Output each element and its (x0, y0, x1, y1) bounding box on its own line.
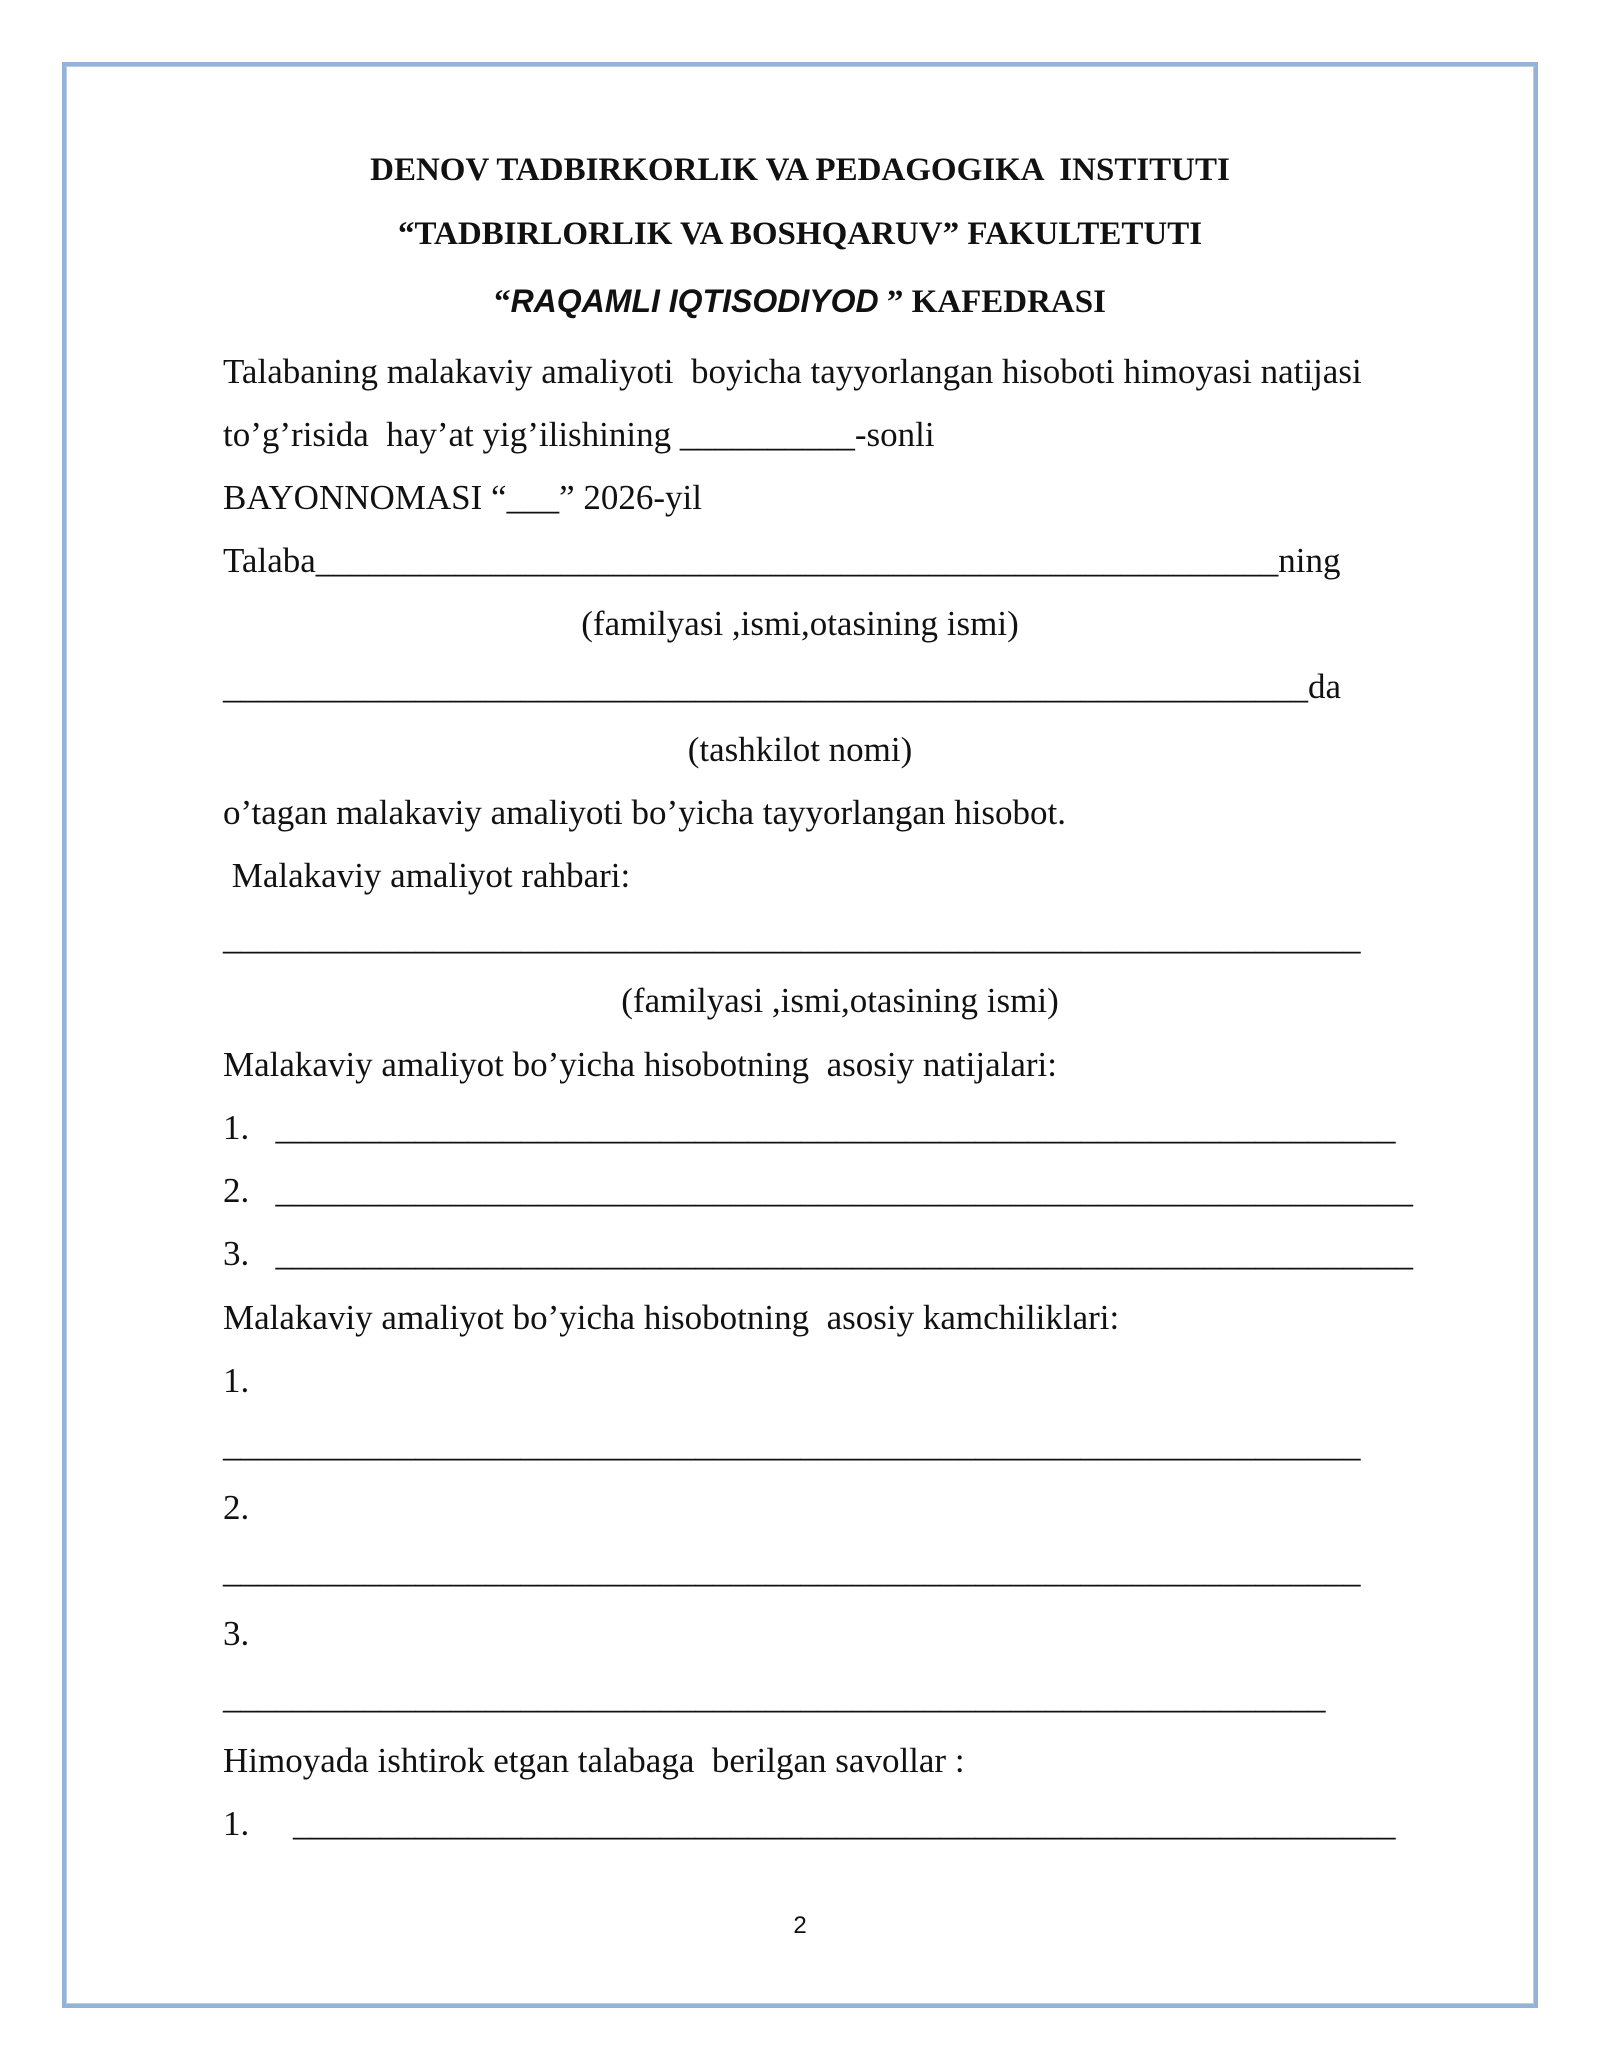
deficiencies-heading: Malakaviy amaliyot bo’yicha hisobotning asosiy kamchiliklari: (223, 1298, 1120, 1337)
student-name-caption: (familyasi ,ismi,otasining ismi) (581, 604, 1019, 643)
organization-line: ______________________________________________________________da (223, 667, 1342, 706)
department-title (0, 281, 1600, 322)
deficiency-blank-3: _______________________________________________________________ (223, 1677, 1326, 1716)
dept-suffix: ” KAFEDRASI (878, 284, 1106, 320)
supervisor-label: Malakaviy amaliyot rahbari: (223, 856, 631, 895)
organization-caption: (tashkilot nomi) (687, 730, 913, 769)
supervisor-name-caption: (familyasi ,ismi,otasining ismi) (621, 981, 1059, 1020)
supervisor-blank: _________________________________________________________________ (223, 918, 1361, 957)
result-item-3: 3. _________________________________________________________________ (223, 1234, 1413, 1273)
results-heading: Malakaviy amaliyot bo’yicha hisobotning asosiy natijalari: (223, 1045, 1057, 1084)
dept-open-quote: “ (494, 284, 511, 320)
intro-line: Talabaning malakaviy amaliyoti boyicha tayyorlangan hisoboti himoyasi natijasi (223, 352, 1362, 391)
institute-title: DENOV TADBIRKORLIK VA PEDAGOGIKA INSTITUTI (370, 152, 1230, 188)
protocol-line: BAYONNOMASI “___” 2026-yil (223, 478, 702, 517)
result-item-2: 2. _________________________________________________________________ (223, 1171, 1413, 1210)
result-item-1: 1. ________________________________________________________________ (223, 1108, 1396, 1147)
page-number: 2 (793, 1912, 807, 1939)
deficiency-item-1: 1. (223, 1361, 250, 1400)
deficiency-blank-2: _________________________________________________________________ (223, 1551, 1361, 1590)
faculty-title: “TADBIRLORLIK VA BOSHQARUV” FAKULTETUTI (397, 216, 1203, 252)
deficiency-item-3: 3. (223, 1614, 250, 1653)
report-line: o’tagan malakaviy amaliyoti bo’yicha tayyorlangan hisobot. (223, 793, 1067, 832)
question-item-1: 1. _______________________________________________________________ (223, 1804, 1396, 1843)
questions-heading: Himoyada ishtirok etgan talabaga berilgan savollar : (223, 1741, 965, 1780)
department-name: RAQAMLI IQTISODIYOD (510, 283, 879, 319)
deficiency-item-2: 2. (223, 1488, 250, 1527)
deficiency-blank-1: _________________________________________________________________ (223, 1425, 1361, 1464)
meeting-line: to’g’risida hay’at yig’ilishining __________-sonli (223, 415, 935, 454)
student-line: Talaba_______________________________________________________ning (223, 541, 1341, 580)
